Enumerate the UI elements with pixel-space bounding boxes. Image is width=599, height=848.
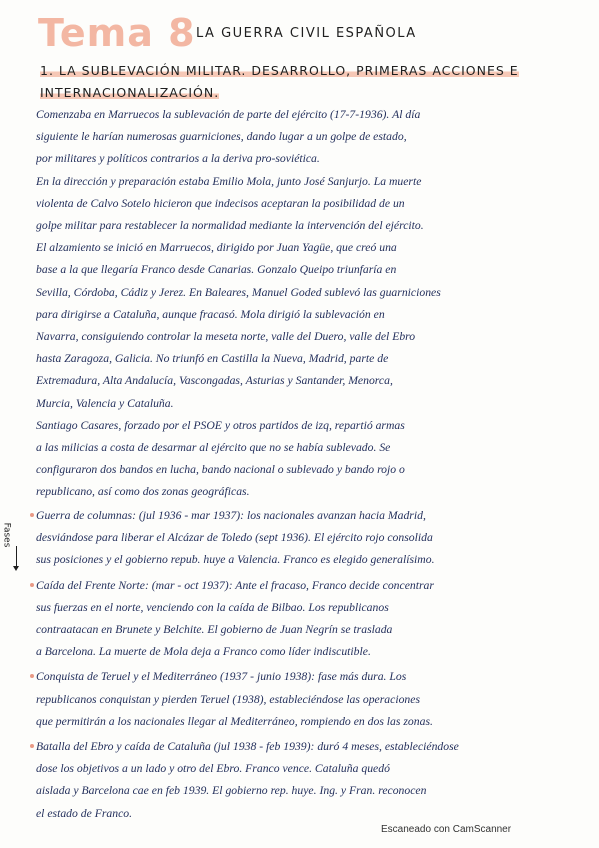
section-heading-line-1: 1. LA SUBLEVACIÓN MILITAR. DESARROLLO, PRIMERAS ACCIONES E [40, 63, 519, 78]
section-heading [40, 60, 560, 104]
bullet-dot-icon [30, 583, 34, 587]
body-line: por militares y políticos contrarios a la deriva pro-soviética. [36, 152, 320, 166]
margin-note-label: Fases [1, 522, 12, 548]
phase-line: Caída del Frente Norte: (mar - oct 1937): Ante el fracaso, Franco decide concentrar [36, 578, 434, 592]
phase-line: Conquista de Teruel y el Mediterráneo (1937 - junio 1938): fase más dura. Los [36, 670, 407, 684]
body-line: a las milicias a costa de desarmar al ejército que no se había sublevado. Se [36, 441, 391, 455]
tema-heading: Tema 8 [38, 11, 196, 55]
phase-item [36, 666, 584, 733]
body-line: En la dirección y preparación estaba Emilio Mola, junto José Sanjurjo. La muerte [36, 174, 422, 188]
down-arrow-icon [16, 546, 17, 568]
phase-line: que permitirán a los nacionales llegar al Mediterráneo, rompiendo en dos las zonas. [36, 714, 433, 728]
phase-line: dose los objetivos a un lado y otro del Ebro. Franco vence. Cataluña quedó [36, 762, 390, 776]
phase-line: a Barcelona. La muerte de Mola deja a Franco como líder indiscutible. [36, 645, 371, 659]
phase-line: republicanos conquistan y pierden Teruel (1938), estableciéndose las operaciones [36, 692, 420, 706]
phase-line: sus fuerzas en el norte, venciendo con la caída de Bilbao. Los republicanos [36, 600, 389, 614]
margin-note [1, 512, 20, 572]
body-line: para dirigirse a Cataluña, aunque fracasó. Mola dirigió la sublevación en [36, 307, 385, 321]
body-line: republicano, así como dos zonas geográficas. [36, 485, 250, 499]
body-line: hasta Zaragoza, Galicia. No triunfó en Castilla la Nueva, Madrid, parte de [36, 352, 389, 366]
body-line: El alzamiento se inició en Marruecos, dirigido por Juan Yagüe, que creó una [36, 241, 397, 255]
phase-line: Batalla del Ebro y caída de Cataluña (jul 1938 - feb 1939): duró 4 meses, estableciéndose [36, 740, 459, 754]
body-line: Santiago Casares, forzado por el PSOE y otros partidos de izq, repartió armas [36, 418, 405, 432]
bullet-dot-icon [30, 674, 34, 678]
phase-item [36, 736, 584, 825]
body-line: Sevilla, Córdoba, Cádiz y Jerez. En Baleares, Manuel Goded sublevó las guarniciones [36, 285, 441, 299]
scanner-watermark: Escaneado con CamScanner [381, 824, 512, 835]
phases-list [36, 505, 584, 828]
body-line: base a la que llegaría Franco desde Canarias. Gonzalo Queipo triunfaría en [36, 263, 397, 277]
body-line: siguiente le harían numerosas guarniciones, dando lugar a un golpe de estado, [36, 130, 407, 144]
phase-line: sus posiciones y el gobierno repub. huye a Valencia. Franco es elegido generalísimo. [36, 553, 435, 567]
body-line: Murcia, Valencia y Cataluña. [36, 396, 174, 410]
page-header [38, 10, 578, 56]
section-heading-line-2: INTERNACIONALIZACIÓN. [40, 85, 220, 100]
bullet-dot-icon [30, 744, 34, 748]
phase-line: Guerra de columnas: (jul 1936 - mar 1937): los nacionales avanzan hacia Madrid, [36, 509, 426, 522]
phase-item [36, 575, 584, 664]
body-line: golpe militar para restablecer la normalidad mediante la intervención del ejército. [36, 219, 424, 233]
phase-item [36, 505, 584, 572]
body-paragraphs [36, 104, 584, 504]
phase-line: el estado de Franco. [36, 806, 133, 820]
body-line: Comenzaba en Marruecos la sublevación de parte del ejército (17-7-1936). Al día [36, 108, 421, 121]
bullet-dot-icon [30, 513, 34, 517]
phase-line: aislada y Barcelona cae en feb 1939. El gobierno rep. huye. Ing. y Fran. reconocen [36, 784, 427, 798]
document-title: LA GUERRA CIVIL ESPAÑOLA [196, 26, 417, 41]
phase-line: desviándose para liberar el Alcázar de Toledo (sept 1936). El ejército rojo consolida [36, 531, 433, 545]
body-line: configuraron dos bandos en lucha, bando nacional o sublevado y bando rojo o [36, 463, 405, 477]
body-line: Extremadura, Alta Andalucía, Vascongadas, Asturias y Santander, Menorca, [36, 374, 393, 388]
phase-line: contraatacan en Brunete y Belchite. El gobierno de Juan Negrín se traslada [36, 623, 393, 637]
body-line: Navarra, consiguiendo controlar la meseta norte, valle del Duero, valle del Ebro [36, 330, 416, 344]
body-line: violenta de Calvo Sotelo hicieron que indecisos aceptaran la posibilidad de un [36, 196, 405, 210]
